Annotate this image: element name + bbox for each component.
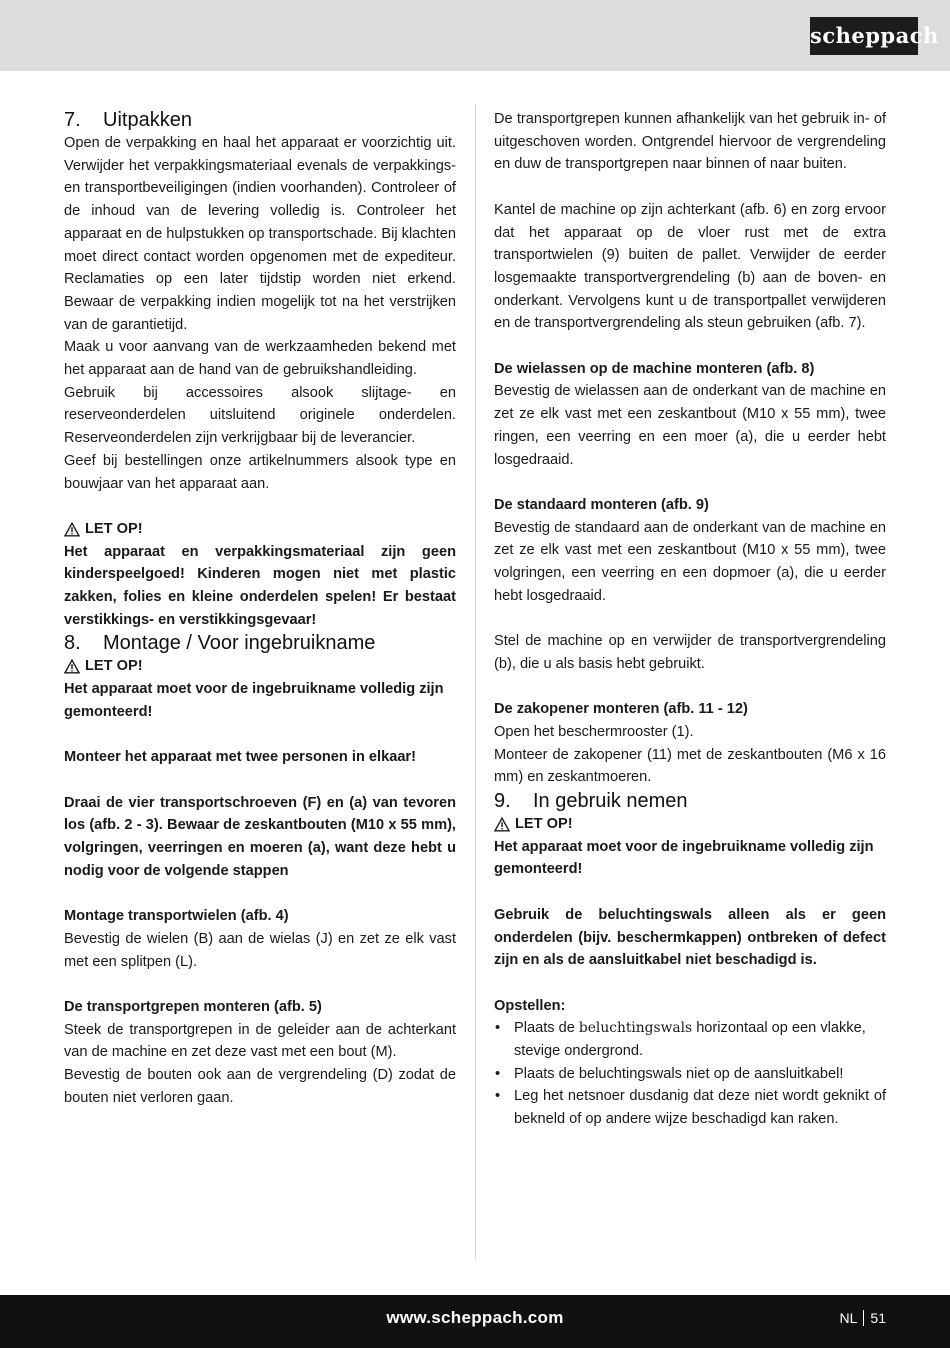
left-column <box>64 108 456 1109</box>
wheels-paragraph: Bevestig de wielen (B) aan de wielas (J) en zet ze elk vast met een splitpen (L). <box>64 930 456 970</box>
wheels-heading: Montage transportwielen (afb. 4) <box>64 908 289 925</box>
stand-paragraph: Bevestig de standaard aan de onderkant van de machine en zet ze elk vast met een zeskantbout (M10 x 55 mm), twee volgringen, een veerring en een dopmoer (a), die u eerder hebt losgedraaid. <box>494 519 886 604</box>
list-item: • Plaats de beluchtingswals horizontaal op een vlakke, stevige ondergrond. <box>495 1020 866 1060</box>
warning-triangle-icon <box>64 659 80 674</box>
warning-label: LET OP! <box>494 813 886 836</box>
footer-bar <box>0 1295 950 1348</box>
page-number: 51 <box>870 1310 886 1326</box>
use-warning: Het apparaat moet voor de ingebruikname volledig zijn gemonteerd! <box>494 838 874 878</box>
unpacking-paragraph: Open de verpakking en haal het apparaat er voorzichtig uit. Verwijder het verpakkingsmateriaal evenals de verpakkings- en transportbeveiligingen (indien voorhanden). Controleer of de inhoud van de levering volledig is. Controleer het apparaat en de hulpstukken op transportschade. Bij klachten moet direct contact worden opgenomen met de expediteur. Reclamaties op een later tijdstip worden niet erkend. Bewaar de verpakking indien mogelijk tot na het verstrijken van de garantietijd. <box>64 135 456 333</box>
manual-paragraph: Maak u voor aanvang van de werkzaamheden bekend met het apparaat aan de hand van de gebruikshandleiding. <box>64 339 456 379</box>
warning-label: LET OP! <box>64 655 456 678</box>
child-safety-warning: Het apparaat en verpakkingsmateriaal zijn geen kinderspeelgoed! Kinderen mogen niet met plastic zakken, folies en kleine onderdelen spelen! Er bestaat verstikkings- en verstikkingsgevaar! <box>64 543 456 628</box>
section-7-heading <box>64 108 456 132</box>
section-number: 8. <box>64 632 81 655</box>
bag-opener-step-2: Monteer de zakopener (11) met de zeskantbouten (M6 x 16 mm) en zeskantmoeren. <box>494 746 886 786</box>
header-band <box>0 0 950 71</box>
transport-screws-note: Draai de vier transportschroeven (F) en (a) van tevoren los (afb. 2 - 3). Bewaar de zeskantbouten (M10 x 55 mm), volgringen, veerringen en moeren (a), want deze hebt u nodig voor de volgende stappen <box>64 794 456 879</box>
assembly-warning: Het apparaat moet voor de ingebruikname volledig zijn gemonteerd! <box>64 681 444 720</box>
axles-paragraph: Bevestig de wielassen aan de onderkant van de machine en zet ze elk vast met een zeskantbout (M10 x 55 mm), twee ringen, een veerring en een moer (a), die u eerder hebt losgedraaid. <box>494 383 886 468</box>
brand-logo: scheppach <box>810 17 918 55</box>
bag-opener-heading: De zakopener monteren (afb. 11 - 12) <box>494 701 748 718</box>
section-title: In gebruik nemen <box>533 790 688 813</box>
warning-triangle-icon <box>494 817 510 832</box>
grips-paragraph: Steek de transportgrepen in de geleider aan de achterkant van de machine en zet deze vast met een bout (M). <box>64 1021 456 1061</box>
column-divider <box>475 104 476 1259</box>
section-title: Montage / Voor ingebruikname <box>103 632 376 655</box>
page-indicator <box>840 1310 886 1326</box>
spare-parts-paragraph: Gebruik bij accessoires alsook slijtage- en reserveonderdelen uitsluitend originele onderdelen. Reserveonderdelen zijn verkrijgbaar bij de leverancier. <box>64 384 456 447</box>
grips-heading: De transportgrepen monteren (afb. 5) <box>64 998 322 1015</box>
grips-adjust-paragraph: De transportgrepen kunnen afhankelijk van het gebruik in- of uitgeschoven worden. Ontgrendel hiervoor de vergrendeling en duw de transportgrepen naar binnen of naar buiten. <box>494 111 886 173</box>
section-9-heading <box>494 789 886 813</box>
use-condition-note: Gebruik de beluchtingswals alleen als er geen onderdelen (bijv. beschermkappen) ontbreken of defect zijn en als de aansluitkabel niet beschadigd is. <box>494 906 886 969</box>
grips-bolts-paragraph: Bevestig de bouten ook aan de vergrendeling (D) zodat de bouten niet verloren gaan. <box>64 1067 456 1106</box>
section-number: 7. <box>64 109 81 131</box>
bag-opener-step-1: Open het beschermrooster (1). <box>494 723 694 740</box>
section-8-heading <box>64 631 456 655</box>
axles-heading: De wielassen op de machine monteren (afb. 8) <box>494 360 815 377</box>
tilt-machine-paragraph: Kantel de machine op zijn achterkant (afb. 6) en zorg ervoor dat het apparaat op de vloer rust met de extra transportwielen (9) buiten de pallet. Verwijder de eerder losgemaakte transportvergrendeling (b) aan de boven- en onderkant. Vervolgens kunt u de transportpallet verwijderen en de transportvergrendeling als steun gebruiken (afb. 7). <box>494 201 886 332</box>
two-persons-note: Monteer het apparaat met twee personen in elkaar! <box>64 749 416 766</box>
warning-triangle-icon <box>64 522 80 537</box>
right-column <box>494 108 886 1131</box>
footer-website: www.scheppach.com <box>386 1308 564 1327</box>
list-item: • Leg het netsnoer dusdanig dat deze niet wordt geknikt of bekneld of op andere wijze beschadigd kan raken. <box>495 1088 886 1128</box>
stand-heading: De standaard monteren (afb. 9) <box>494 496 709 513</box>
setup-heading: Opstellen: <box>494 997 566 1014</box>
warning-label: LET OP! <box>64 518 456 541</box>
section-title: Uitpakken <box>103 109 192 131</box>
setup-list <box>494 1017 886 1131</box>
language-code: NL <box>839 1310 858 1326</box>
section-number: 9. <box>494 790 511 813</box>
ordering-paragraph: Geef bij bestellingen onze artikelnummers alsook type en bouwjaar van het apparaat aan. <box>64 452 456 492</box>
set-up-paragraph: Stel de machine op en verwijder de transportvergrendeling (b), die u als basis hebt gebruikt. <box>494 633 886 672</box>
list-item: • Plaats de beluchtingswals niet op de aansluitkabel! <box>495 1065 844 1082</box>
